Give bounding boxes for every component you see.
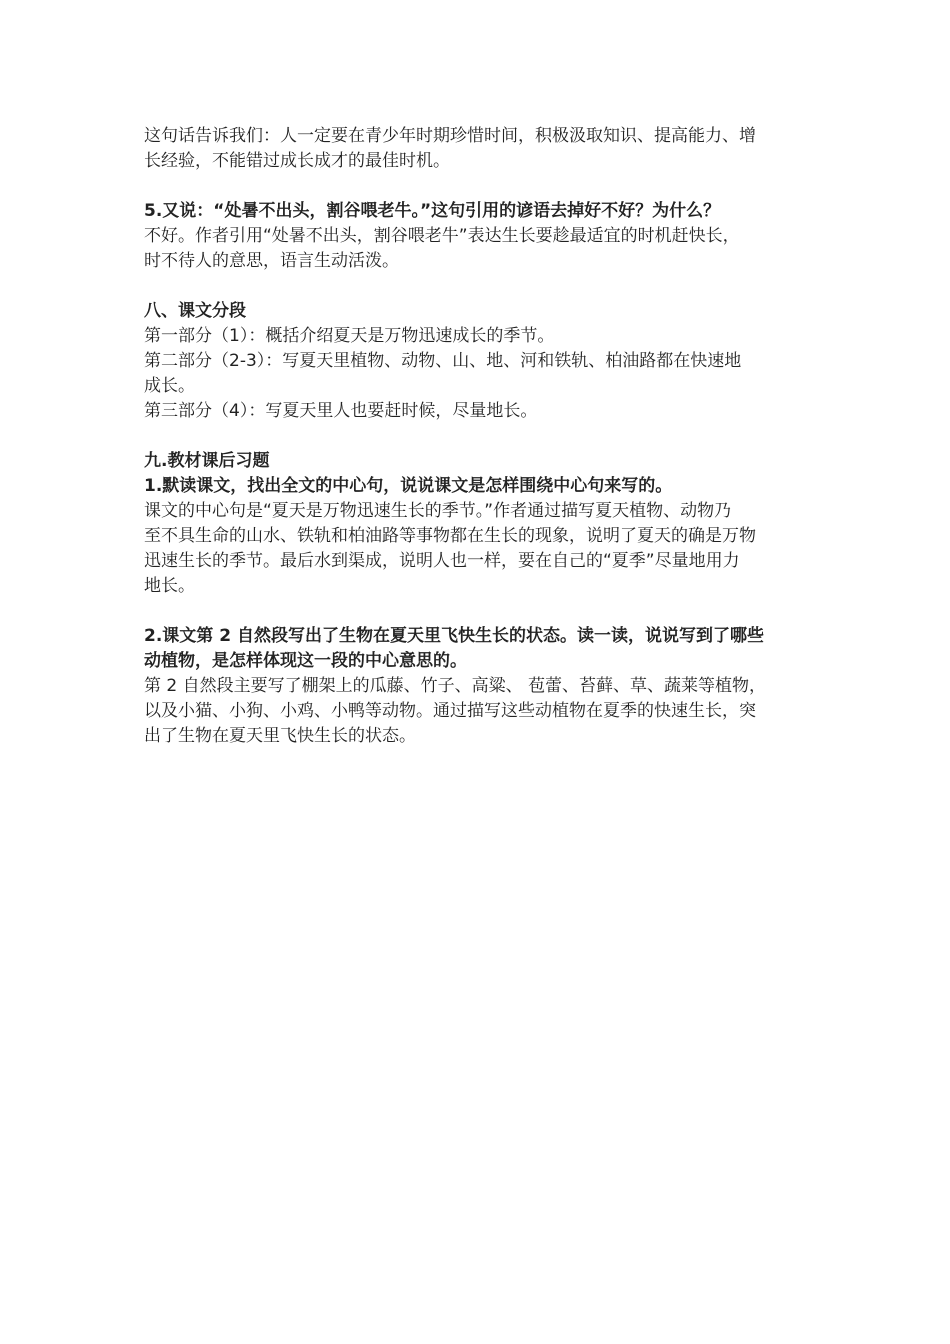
body-text-line: 长经验，不能错过成长成才的最佳时机。 bbox=[144, 151, 450, 171]
body-text-line: 第 2 自然段主要写了棚架上的瓜藤、竹子、高粱、 苞蕾、苔藓、草、蔬莱等植物， bbox=[144, 676, 767, 696]
blank-line bbox=[144, 274, 809, 299]
body-text-line: 不好。作者引用“处暑不出头，割谷喂老牛”表达生长要趁最适宜的时机赶快长， bbox=[144, 226, 740, 246]
document-content bbox=[144, 124, 809, 749]
blank-line bbox=[144, 174, 809, 199]
heading-line: 九.教材课后习题 bbox=[144, 451, 270, 471]
blank-line bbox=[144, 424, 809, 449]
heading-line: 1.默读课文，找出全文的中心句，说说课文是怎样围绕中心句来写的。 bbox=[144, 476, 673, 496]
heading-line: 动植物，是怎样体现这一段的中心意思的。 bbox=[144, 651, 467, 671]
heading-line: 5.又说：“处暑不出头，割谷喂老牛。”这句引用的谚语去掉好不好？为什么？ bbox=[144, 201, 721, 221]
heading-line: 八、课文分段 bbox=[144, 301, 246, 321]
body-text-line: 以及小猫、小狗、小鸡、小鸭等动物。通过描写这些动植物在夏季的快速生长，突 bbox=[144, 701, 756, 721]
body-text-line: 成长。 bbox=[144, 376, 195, 396]
body-text-line: 迅速生长的季节。最后水到渠成，说明人也一样，要在自己的“夏季”尽量地用力 bbox=[144, 551, 740, 571]
body-text-line: 地长。 bbox=[144, 576, 195, 596]
body-text-line: 至不具生命的山水、铁轨和柏油路等事物都在生长的现象，说明了夏天的确是万物 bbox=[144, 526, 756, 546]
body-text-line: 时不待人的意思，语言生动活泼。 bbox=[144, 251, 399, 271]
body-text-line: 第三部分（4）：写夏天里人也要赶时候，尽量地长。 bbox=[144, 401, 538, 421]
body-text-line: 出了生物在夏天里飞快生长的状态。 bbox=[144, 726, 416, 746]
heading-line: 2.课文第 2 自然段写出了生物在夏天里飞快生长的状态。读一读，说说写到了哪些 bbox=[144, 626, 764, 646]
body-text-line: 第二部分（2-3）：写夏天里植物、动物、山、地、河和铁轨、柏油路都在快速地 bbox=[144, 351, 742, 371]
body-text-line: 第一部分（1）：概括介绍夏天是万物迅速成长的季节。 bbox=[144, 326, 555, 346]
body-text-line: 课文的中心句是“夏天是万物迅速生长的季节。”作者通过描写夏天植物、动物乃 bbox=[144, 501, 732, 521]
blank-line bbox=[144, 599, 809, 624]
body-text-line: 这句话告诉我们：人一定要在青少年时期珍惜时间，积极汲取知识、提高能力、增 bbox=[144, 126, 756, 146]
